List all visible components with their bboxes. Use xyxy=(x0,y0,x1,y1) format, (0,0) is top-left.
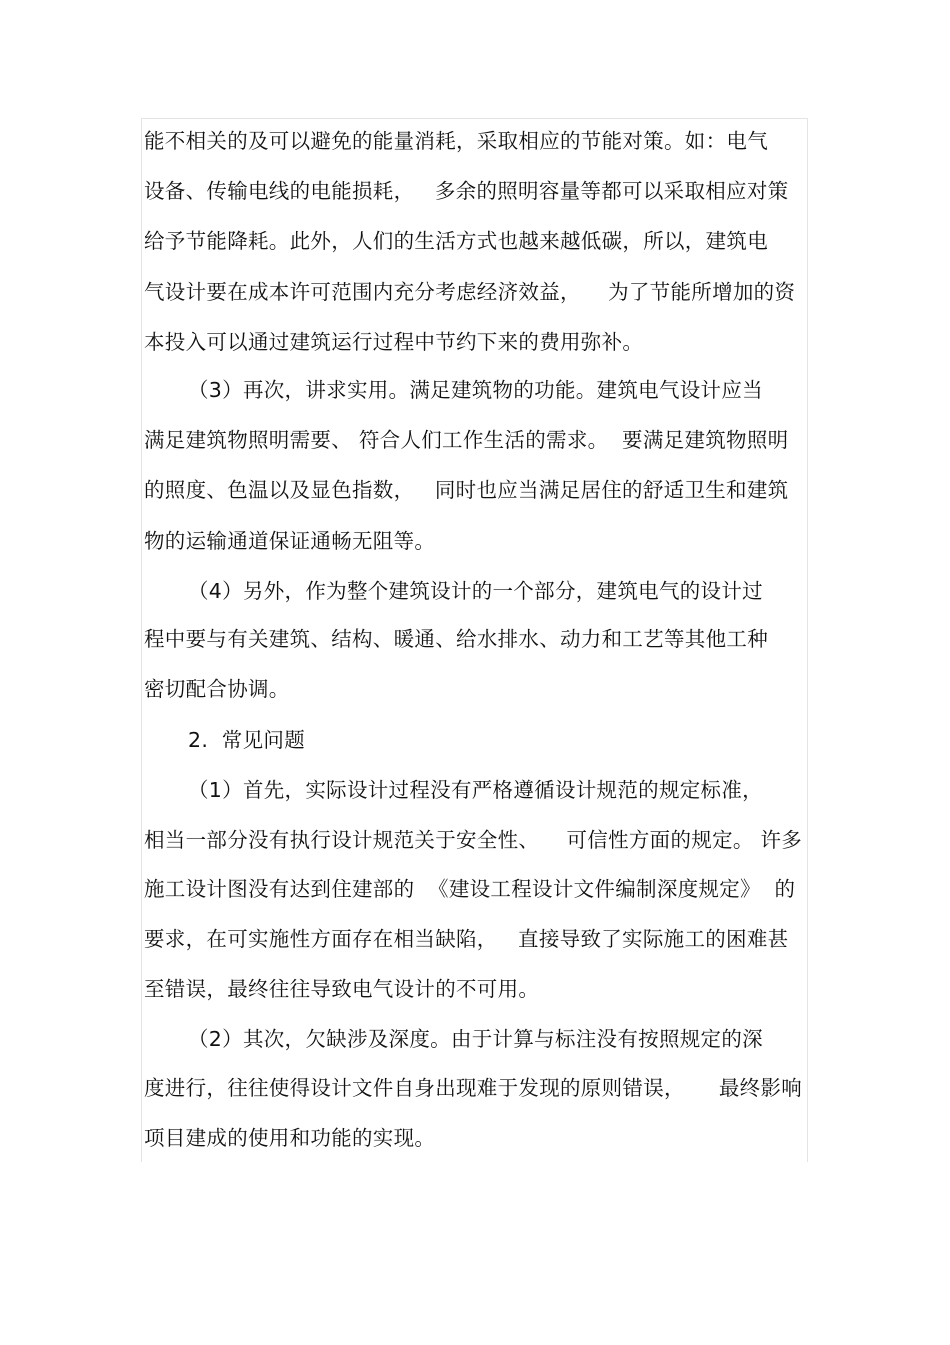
text-line: （3）再次，讲求实用。满足建筑物的功能。建筑电气设计应当 xyxy=(188,378,763,402)
text-line: 本投入可以通过建筑运行过程中节约下来的费用弥补。 xyxy=(144,330,644,354)
text-line: 能不相关的及可以避免的能量消耗，采取相应的节能对策。如：电气 xyxy=(144,129,768,153)
text-line: （2）其次，欠缺涉及深度。由于计算与标注没有按照规定的深 xyxy=(188,1027,763,1051)
text-line: 满足建筑物照明需要、 符合人们工作生活的需求。 要满足建筑物照明 xyxy=(144,428,789,452)
text-line: 程中要与有关建筑、结构、暖通、给水排水、动力和工艺等其他工种 xyxy=(144,627,768,651)
text-line: 给予节能降耗。此外，人们的生活方式也越来越低碳，所以，建筑电 xyxy=(144,229,768,253)
text-line: 度进行，往往使得设计文件自身出现难于发现的原则错误， 最终影响 xyxy=(144,1076,803,1100)
text-line: （1）首先，实际设计过程没有严格遵循设计规范的规定标准， xyxy=(188,778,763,802)
text-line: 相当一部分没有执行设计规范关于安全性、 可信性方面的规定。 许多 xyxy=(144,828,803,852)
text-line: （4）另外，作为整个建筑设计的一个部分，建筑电气的设计过 xyxy=(188,579,763,603)
text-line: 的照度、色温以及显色指数， 同时也应当满足居住的舒适卫生和建筑 xyxy=(144,478,789,502)
text-line: 气设计要在成本许可范围内充分考虑经济效益， 为了节能所增加的资 xyxy=(144,280,796,304)
text-line: 施工设计图没有达到住建部的 《建设工程设计文件编制深度规定》 的 xyxy=(144,877,796,901)
text-line: 密切配合协调。 xyxy=(144,677,290,701)
text-line: 设备、传输电线的电能损耗， 多余的照明容量等都可以采取相应对策 xyxy=(144,179,789,203)
text-line: 要求，在可实施性方面存在相当缺陷， 直接导致了实际施工的困难甚 xyxy=(144,927,789,951)
text-line: 至错误，最终往往导致电气设计的不可用。 xyxy=(144,977,540,1001)
text-line: 项目建成的使用和功能的实现。 xyxy=(144,1126,436,1150)
text-line: 物的运输通道保证通畅无阻等。 xyxy=(144,529,436,553)
section-heading: 2. 常见问题 xyxy=(188,728,305,752)
